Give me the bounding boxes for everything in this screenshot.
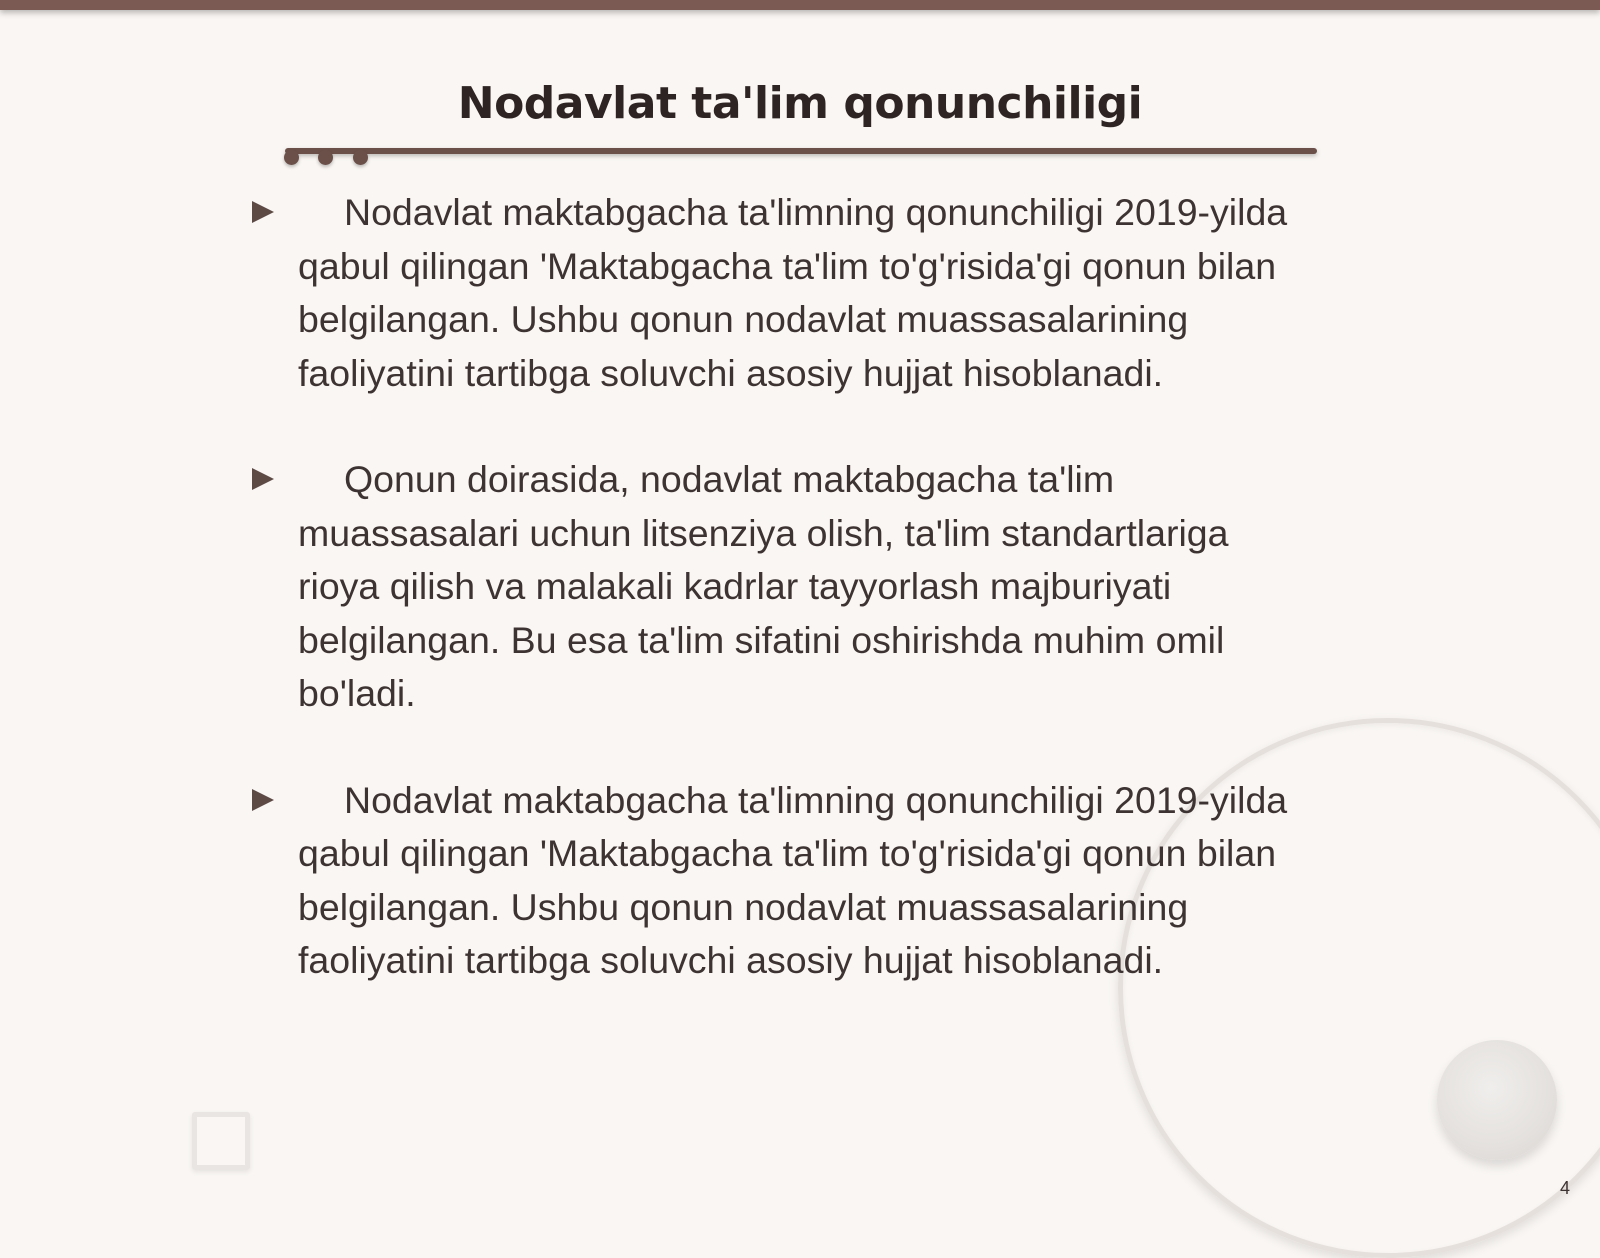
- bullet-arrow-icon: [252, 201, 274, 223]
- top-accent-bar: [0, 0, 1600, 10]
- bullet-arrow-icon: [252, 468, 274, 490]
- bullet-text: Nodavlat maktabgacha ta'limning qonunchiligi 2019-yilda qabul qilingan 'Maktabgacha ta'lim to'g'risida'gi qonun bilan belgilangan. Ushbu qonun nodavlat muassasalarining faoliyatini tartibga soluvchi asosiy hujjat hisoblanadi.: [298, 191, 1288, 394]
- bullet-item: [298, 774, 1298, 988]
- decorative-circle: [1437, 1040, 1557, 1160]
- bullet-text: Nodavlat maktabgacha ta'limning qonunchiligi 2019-yilda qabul qilingan 'Maktabgacha ta'lim to'g'risida'gi qonun bilan belgilangan. Ushbu qonun nodavlat muassasalarining faoliyatini tartibga soluvchi asosiy hujjat hisoblanadi.: [298, 778, 1288, 981]
- bullet-text: Qonun doirasida, nodavlat maktabgacha ta'lim muassasalari uchun litsenziya olish, ta'lim standartlariga rioya qilish va malakali kadrlar tayyorlash majburiyati belgilangan. Bu esa ta'lim sifatini oshirishda muhim omil bo'ladi.: [298, 458, 1229, 714]
- bullet-item: [298, 186, 1298, 400]
- page-number: 4: [1559, 1178, 1570, 1198]
- decorative-dot: [353, 150, 368, 165]
- decorative-square: [192, 1112, 250, 1170]
- decorative-dot: [318, 150, 333, 165]
- bullet-list: [298, 186, 1298, 1041]
- slide-title: Nodavlat ta'lim qonunchiligi: [457, 78, 1143, 129]
- decorative-dot: [284, 150, 299, 165]
- bullet-item: [298, 453, 1298, 721]
- title-underline: [285, 148, 1317, 154]
- bullet-arrow-icon: [252, 789, 274, 811]
